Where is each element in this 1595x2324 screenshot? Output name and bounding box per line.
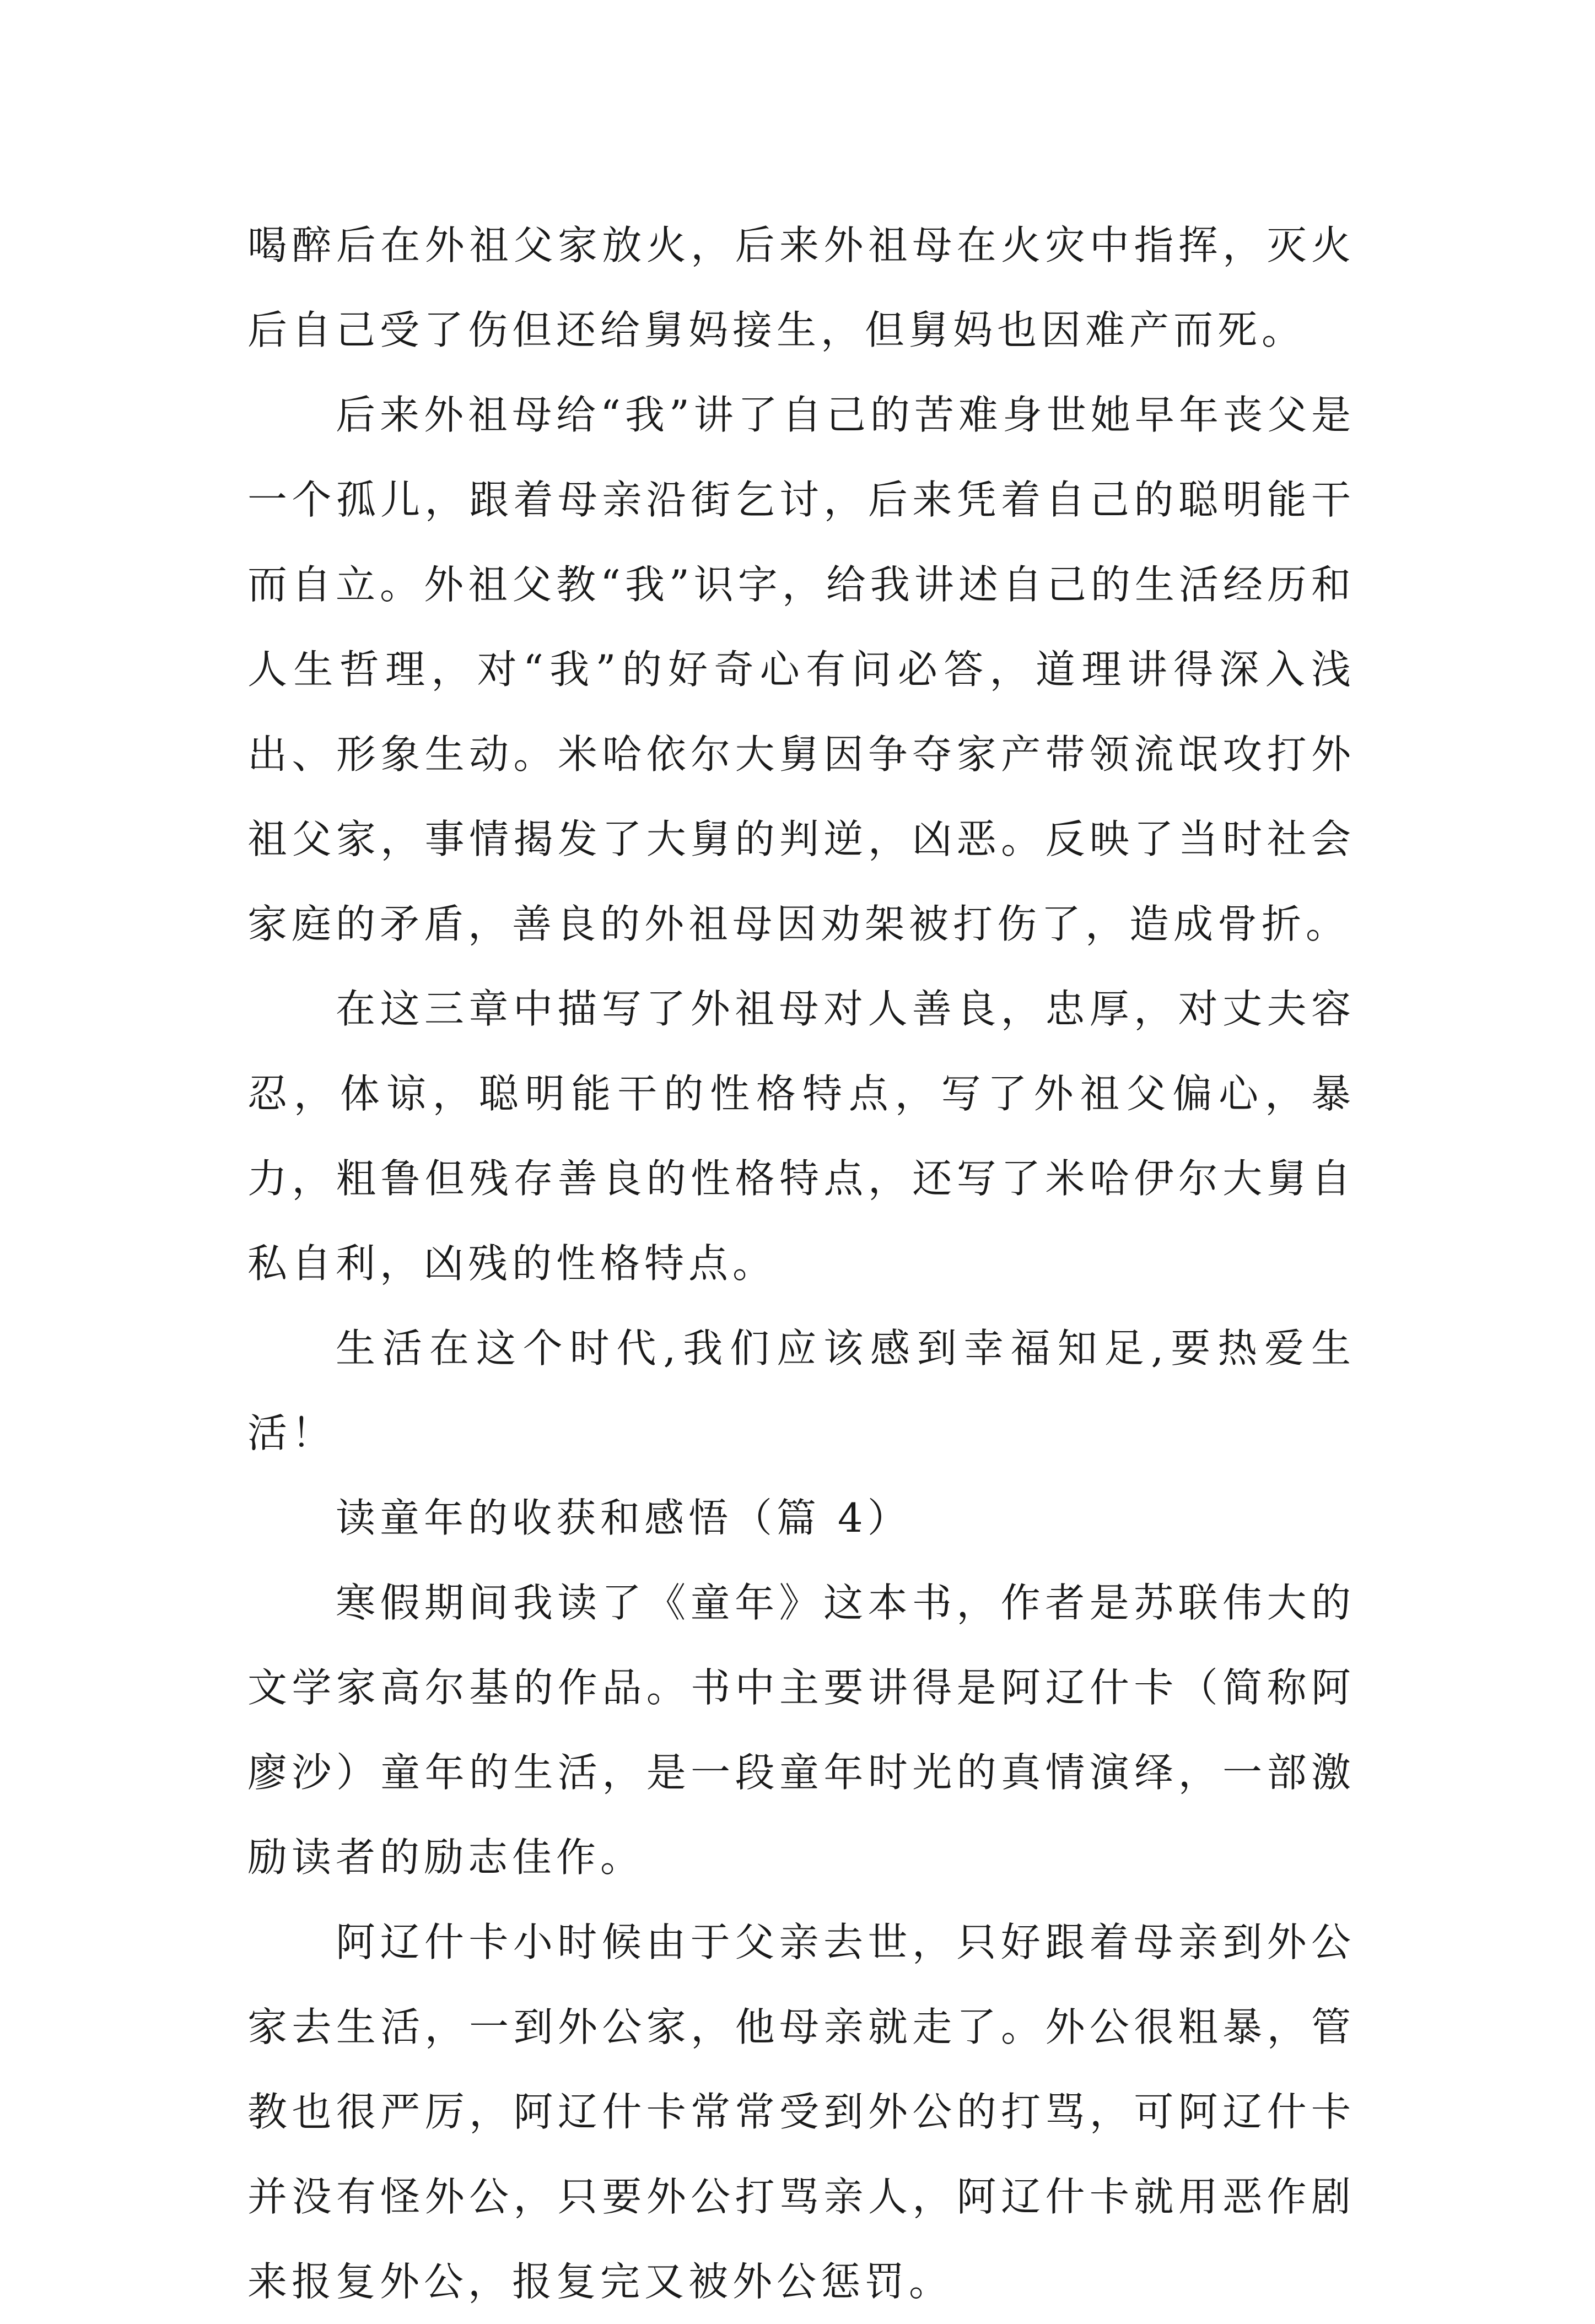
paragraph-childhood: 阿辽什卡小时候由于父亲去世，只好跟着母亲到外公家去生活，一到外公家，他母亲就走了。外公很粗暴，管教也很严厉，阿辽什卡常常受到外公的打骂，可阿辽什卡并没有怪外公，只要外公打骂亲人，阿辽什卡就用恶作剧来报复外公，报复完又被外公惩罚。 — [247, 1919, 1355, 2305]
paragraph-book-intro: 寒假期间我读了《童年》这本书，作者是苏联伟大的文学家高尔基的作品。书中主要讲得是阿辽什卡（简称阿廖沙）童年的生活，是一段童年时光的真情演绎，一部激励读者的励志佳作。 — [247, 1580, 1355, 1880]
paragraph-conclusion: 生活在这个时代,我们应该感到幸福知足,要热爱生活！ — [247, 1325, 1355, 1456]
document-body — [247, 203, 1355, 2324]
paragraph-grandmother-story: 后来外祖母给“我”讲了自己的苦难身世她早年丧父是一个孤儿，跟着母亲沿街乞讨，后来凭着自己的聪明能干而自立。外祖父教“我”识字，给我讲述自己的生活经历和人生哲理，对“我”的好奇心有问必答，道理讲得深入浅出、形象生动。米哈依尔大舅因争夺家产带领流氓攻打外祖父家，事情揭发了大舅的判逆，凶恶。反映了当时社会家庭的矛盾，善良的外祖母因劝架被打伤了，造成骨折。 — [247, 392, 1355, 947]
section-heading: 读童年的收获和感悟（篇 4） — [336, 1495, 912, 1541]
paragraph-character-summary: 在这三章中描写了外祖母对人善良，忠厚，对丈夫容忍，体谅，聪明能干的性格特点，写了外祖父偏心，暴力，粗鲁但残存善良的性格特点，还写了米哈伊尔大舅自私自利，凶残的性格特点。 — [247, 986, 1355, 1287]
paragraph-continued: 喝醉后在外祖父家放火，后来外祖母在火灾中指挥，灭火后自己受了伤但还给舅妈接生，但舅妈也因难产而死。 — [247, 222, 1355, 353]
